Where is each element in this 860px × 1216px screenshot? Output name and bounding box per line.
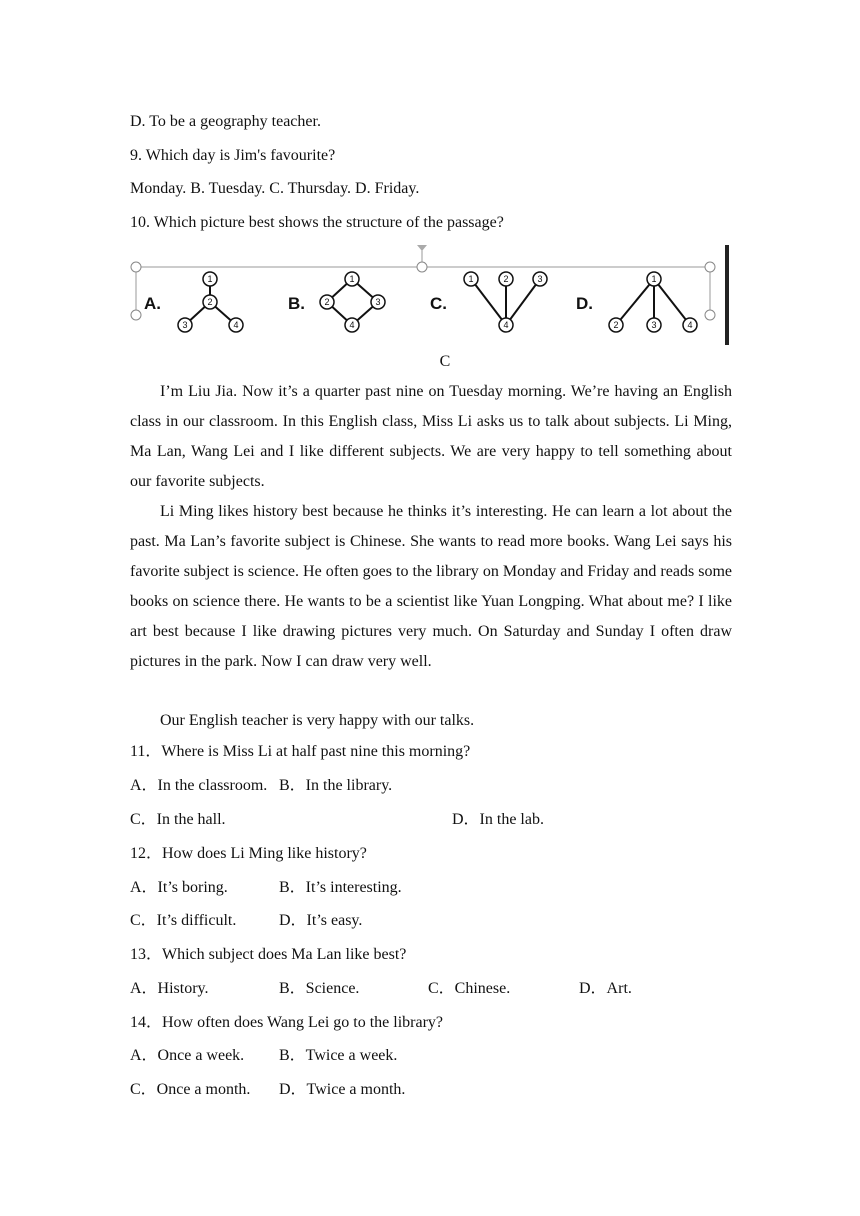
q11-option-a: A．In the classroom.	[130, 777, 268, 794]
a-node-1: 1	[207, 274, 213, 284]
handle-top-left	[131, 262, 141, 272]
q13-option-b: B．Science.	[279, 980, 360, 997]
d-node-3: 3	[651, 320, 657, 330]
c-node-1: 1	[468, 274, 474, 284]
handle-top-right	[705, 262, 715, 272]
structure-figure	[130, 245, 730, 345]
passage-paragraph-2: Li Ming likes history best because he thinks it’s interesting. He can learn a lot about the past. Ma Lan’s favorite subject is Chinese. She wants to read more books. Wang Lei says his favorite subject is science. He often goes to the library on Monday and Friday and reads some books on science there. He wants to be a scientist like Yuan Longping. What about me? I like art best because I like drawing pictures very much. On Saturday and Sunday I often draw pictures in the park. Now I can draw very well.	[130, 503, 732, 670]
q12-stem: 12．How does Li Ming like history?	[130, 845, 367, 862]
q14-option-c: C．Once a month.	[130, 1081, 251, 1098]
d-node-1: 1	[651, 274, 657, 284]
q12-option-c: C．It’s difficult.	[130, 912, 237, 929]
q13-option-c: C．Chinese.	[428, 980, 511, 997]
q11-option-c: C．In the hall.	[130, 811, 226, 828]
q12-option-b: B．It’s interesting.	[279, 879, 402, 896]
q14-stem: 14．How often does Wang Lei go to the library?	[130, 1014, 444, 1031]
diagram-c-label: C.	[430, 294, 447, 313]
diagram-a-label: A.	[144, 294, 161, 313]
q11-stem: 11．Where is Miss Li at half past nine this morning?	[130, 743, 471, 760]
a-node-4: 4	[233, 320, 239, 330]
handle-top-mid	[417, 262, 427, 272]
a-node-3: 3	[182, 320, 188, 330]
q13-option-a: A．History.	[130, 980, 209, 997]
b-node-2: 2	[324, 297, 330, 307]
section-heading: C	[439, 353, 451, 370]
q12-option-d: D．It’s easy.	[279, 912, 363, 929]
q9-options: Monday. B. Tuesday. C. Thursday. D. Friday.	[130, 180, 420, 197]
structure-diagrams	[130, 245, 730, 345]
d-node-2: 2	[613, 320, 619, 330]
q9-stem: 9. Which day is Jim's favourite?	[130, 147, 336, 164]
right-edge-bar	[725, 245, 729, 345]
q14-option-b: B．Twice a week.	[279, 1047, 398, 1064]
q13-option-d: D．Art.	[579, 980, 632, 997]
b-node-1: 1	[349, 274, 355, 284]
c-node-4: 4	[503, 320, 509, 330]
diagram-b-label: B.	[288, 294, 305, 313]
c-node-3: 3	[537, 274, 543, 284]
c-node-2: 2	[503, 274, 509, 284]
q13-stem: 13．Which subject does Ma Lan like best?	[130, 946, 407, 963]
b-node-3: 3	[375, 297, 381, 307]
prev-option-d: D. To be a geography teacher.	[130, 113, 321, 130]
handle-left-mid	[131, 310, 141, 320]
diagram-d-label: D.	[576, 294, 593, 313]
handle-right-mid	[705, 310, 715, 320]
q14-option-a: A．Once a week.	[130, 1047, 245, 1064]
q11-option-b: B．In the library.	[279, 777, 393, 794]
q12-option-a: A．It’s boring.	[130, 879, 228, 896]
passage-paragraph-3: Our English teacher is very happy with our talks.	[160, 712, 475, 729]
a-node-2: 2	[207, 297, 213, 307]
passage-paragraph-1: I’m Liu Jia. Now it’s a quarter past nine on Tuesday morning. We’re having an English class in our classroom. In this English class, Miss Li asks us to talk about subjects. Li Ming, Ma Lan, Wang Lei and I like different subjects. We are very happy to tell something about our favorite subjects.	[130, 383, 732, 490]
d-node-4: 4	[687, 320, 693, 330]
rotate-handle	[417, 245, 427, 251]
q11-option-d: D．In the lab.	[452, 811, 544, 828]
q10-stem: 10. Which picture best shows the structure of the passage?	[130, 214, 504, 231]
b-node-4: 4	[349, 320, 355, 330]
q14-option-d: D．Twice a month.	[279, 1081, 406, 1098]
